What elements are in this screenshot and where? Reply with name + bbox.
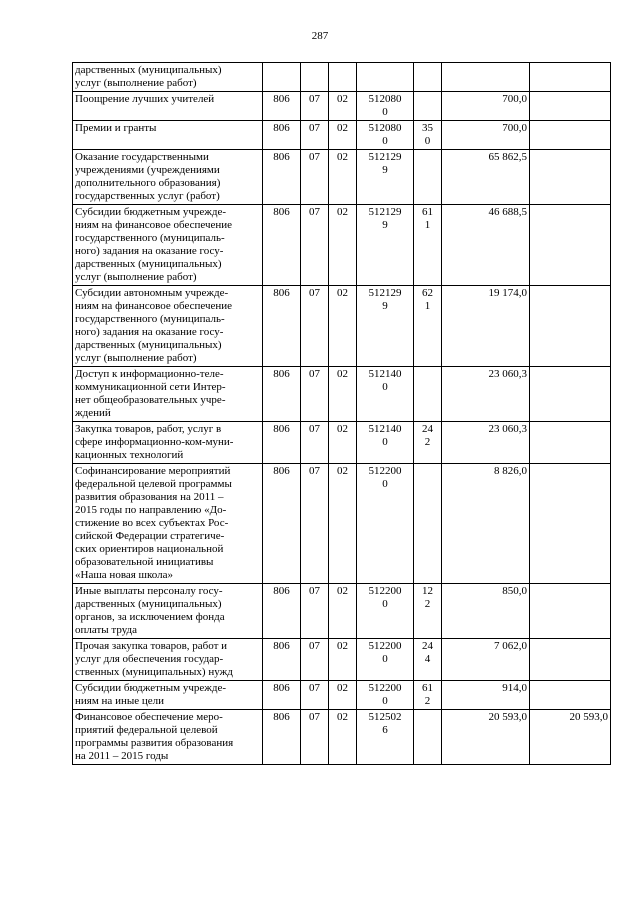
expense-type-code-line: 12 <box>422 585 433 597</box>
amount-federal <box>530 63 611 92</box>
amount-federal <box>530 464 611 584</box>
item-name-line: дарственных (муниципальных) <box>75 258 222 270</box>
item-name-line: государственного (муниципаль- <box>75 313 225 325</box>
table-row <box>73 639 611 681</box>
item-name-line: органов, за исключением фонда <box>75 611 225 623</box>
expense-type-code <box>414 205 442 286</box>
item-name <box>73 639 263 681</box>
target-article-code <box>357 584 414 639</box>
item-name-line: государственных услуг (работ) <box>75 190 220 202</box>
target-article-code-line: 9 <box>382 219 388 231</box>
item-name-line: Оказание государственными <box>75 151 209 163</box>
department-code: 806 <box>263 710 301 765</box>
table-row <box>73 584 611 639</box>
expense-type-code <box>414 367 442 422</box>
expense-type-code <box>414 121 442 150</box>
item-name-line: Прочая закупка товаров, работ и <box>75 640 228 652</box>
table-row <box>73 205 611 286</box>
section-code: 07 <box>301 150 329 205</box>
expense-type-code-line: 62 <box>422 287 433 299</box>
item-name-line: дарственных (муниципальных) <box>75 598 222 610</box>
table-row <box>73 681 611 710</box>
item-name-line: Премии и гранты <box>75 122 157 134</box>
amount-total: 65 862,5 <box>442 150 530 205</box>
amount-total: 19 174,0 <box>442 286 530 367</box>
item-name <box>73 92 263 121</box>
target-article-code <box>357 639 414 681</box>
department-code: 806 <box>263 639 301 681</box>
target-article-code <box>357 205 414 286</box>
amount-total: 20 593,0 <box>442 710 530 765</box>
expense-type-code <box>414 710 442 765</box>
target-article-code <box>357 286 414 367</box>
subsection-code: 02 <box>329 584 357 639</box>
target-article-code-line: 6 <box>382 724 388 736</box>
item-name-line: ниям на финансовое обеспечение <box>75 300 233 312</box>
item-name-line: федеральной целевой программы <box>75 478 232 490</box>
subsection-code: 02 <box>329 121 357 150</box>
section-code: 07 <box>301 639 329 681</box>
expense-type-code <box>414 63 442 92</box>
target-article-code <box>357 710 414 765</box>
department-code: 806 <box>263 92 301 121</box>
target-article-code-line: 512080 <box>368 122 402 134</box>
item-name-line: на 2011 – 2015 годы <box>75 750 169 762</box>
table-row <box>73 92 611 121</box>
target-article-code-line: 0 <box>382 106 388 118</box>
table-row <box>73 286 611 367</box>
target-article-code <box>357 422 414 464</box>
section-code: 07 <box>301 121 329 150</box>
amount-total: 700,0 <box>442 92 530 121</box>
expense-type-code-line: 1 <box>424 300 431 312</box>
target-article-code-line: 0 <box>382 695 388 707</box>
table-row <box>73 710 611 765</box>
expense-type-code-line: 4 <box>424 653 431 665</box>
item-name-line: дополнительного образования) <box>75 177 221 189</box>
expense-type-code-line: 35 <box>422 122 433 134</box>
section-code: 07 <box>301 422 329 464</box>
department-code: 806 <box>263 367 301 422</box>
amount-total: 7 062,0 <box>442 639 530 681</box>
target-article-code-line: 0 <box>382 598 388 610</box>
amount-federal <box>530 639 611 681</box>
expense-type-code-line: 2 <box>424 436 431 448</box>
item-name-line: сийской Федерации стратегиче- <box>75 530 225 542</box>
target-article-code <box>357 367 414 422</box>
expense-type-code <box>414 286 442 367</box>
expense-type-code <box>414 639 442 681</box>
target-article-code-line: 512080 <box>368 93 402 105</box>
item-name-line: Закупка товаров, работ, услуг в <box>75 423 222 435</box>
item-name-line: услуг (выполнение работ) <box>75 77 197 89</box>
expense-type-code-line: 24 <box>422 423 433 435</box>
item-name-line: Поощрение лучших учителей <box>75 93 215 105</box>
department-code: 806 <box>263 150 301 205</box>
target-article-code-line: 9 <box>382 300 388 312</box>
item-name-line: Финансовое обеспечение меро- <box>75 711 223 723</box>
item-name-line: образовательной инициативы <box>75 556 214 568</box>
amount-federal <box>530 205 611 286</box>
item-name <box>73 205 263 286</box>
item-name-line: «Наша новая школа» <box>75 569 174 581</box>
expense-type-code <box>414 150 442 205</box>
expense-type-code-line: 2 <box>424 598 431 610</box>
item-name-line: коммуникационной сети Интер- <box>75 381 226 393</box>
subsection-code: 02 <box>329 710 357 765</box>
item-name-line: Субсидии бюджетным учрежде- <box>75 206 227 218</box>
target-article-code-line: 0 <box>382 436 388 448</box>
table-row <box>73 63 611 92</box>
expense-type-code <box>414 422 442 464</box>
section-code <box>301 63 329 92</box>
amount-total: 850,0 <box>442 584 530 639</box>
item-name <box>73 367 263 422</box>
item-name-line: Иные выплаты персоналу госу- <box>75 585 223 597</box>
amount-federal <box>530 681 611 710</box>
subsection-code <box>329 63 357 92</box>
subsection-code: 02 <box>329 681 357 710</box>
page-number: 287 <box>311 30 329 42</box>
amount-federal <box>530 422 611 464</box>
expense-type-code-line: 61 <box>422 206 433 218</box>
target-article-code-line: 512140 <box>368 423 402 435</box>
section-code: 07 <box>301 205 329 286</box>
expense-type-code-line: 24 <box>422 640 433 652</box>
expense-type-code <box>414 681 442 710</box>
item-name-line: ниям на финансовое обеспечение <box>75 219 233 231</box>
item-name-line: ских ориентиров национальной <box>75 543 224 555</box>
target-article-code-line: 512129 <box>368 206 402 218</box>
department-code: 806 <box>263 205 301 286</box>
subsection-code: 02 <box>329 422 357 464</box>
target-article-code-line: 512140 <box>368 368 402 380</box>
item-name-line: нет общеобразовательных учре- <box>75 394 226 406</box>
item-name-line: услуг для обеспечения государ- <box>75 653 224 665</box>
amount-federal <box>530 121 611 150</box>
item-name <box>73 681 263 710</box>
item-name <box>73 422 263 464</box>
amount-total <box>442 63 530 92</box>
department-code: 806 <box>263 286 301 367</box>
item-name-line: услуг (выполнение работ) <box>75 271 197 283</box>
expense-type-code-line: 2 <box>424 695 431 707</box>
subsection-code: 02 <box>329 367 357 422</box>
subsection-code: 02 <box>329 464 357 584</box>
item-name-line: ниям на иные цели <box>75 695 165 707</box>
item-name-line: дарственных (муниципальных) <box>75 339 222 351</box>
subsection-code: 02 <box>329 205 357 286</box>
item-name-line: программы развития образования <box>75 737 234 749</box>
expense-type-code <box>414 92 442 121</box>
item-name-line: стижение во всех субъектах Рос- <box>75 517 229 529</box>
item-name-line: дарственных (муниципальных) <box>75 64 222 76</box>
section-code: 07 <box>301 367 329 422</box>
item-name-line: услуг (выполнение работ) <box>75 352 197 364</box>
item-name-line: развития образования на 2011 – <box>75 491 224 503</box>
expense-type-code <box>414 584 442 639</box>
item-name-line: ждений <box>75 407 111 419</box>
target-article-code-line: 0 <box>382 478 388 490</box>
department-code: 806 <box>263 121 301 150</box>
amount-federal <box>530 150 611 205</box>
department-code: 806 <box>263 422 301 464</box>
expense-type-code-line: 61 <box>422 682 433 694</box>
amount-total: 700,0 <box>442 121 530 150</box>
item-name-line: Доступ к информационно-теле- <box>75 368 224 380</box>
target-article-code <box>357 681 414 710</box>
section-code: 07 <box>301 681 329 710</box>
amount-total: 23 060,3 <box>442 422 530 464</box>
target-article-code-line: 512200 <box>368 682 402 694</box>
target-article-code-line: 512129 <box>368 151 402 163</box>
section-code: 07 <box>301 584 329 639</box>
expense-type-code-line: 0 <box>424 135 431 147</box>
target-article-code-line: 0 <box>382 381 388 393</box>
table-row <box>73 121 611 150</box>
subsection-code: 02 <box>329 150 357 205</box>
item-name <box>73 121 263 150</box>
section-code: 07 <box>301 92 329 121</box>
amount-federal <box>530 92 611 121</box>
amount-total: 23 060,3 <box>442 367 530 422</box>
section-code: 07 <box>301 286 329 367</box>
item-name <box>73 710 263 765</box>
target-article-code-line: 512200 <box>368 465 402 477</box>
amount-federal <box>530 367 611 422</box>
target-article-code-line: 512129 <box>368 287 402 299</box>
item-name-line: сфере информационно-ком-муни- <box>75 436 234 448</box>
table-row <box>73 464 611 584</box>
target-article-code <box>357 92 414 121</box>
department-code: 806 <box>263 584 301 639</box>
table-row <box>73 150 611 205</box>
section-code: 07 <box>301 464 329 584</box>
target-article-code <box>357 63 414 92</box>
item-name-line: Субсидии бюджетным учрежде- <box>75 682 227 694</box>
amount-federal <box>530 286 611 367</box>
item-name-line: ного) задания на оказание госу- <box>75 245 224 257</box>
subsection-code: 02 <box>329 92 357 121</box>
item-name-line: кационных технологий <box>75 449 184 461</box>
item-name-line: 2015 годы по направлению «До- <box>75 504 227 516</box>
subsection-code: 02 <box>329 639 357 681</box>
target-article-code <box>357 150 414 205</box>
department-code: 806 <box>263 464 301 584</box>
amount-federal <box>530 584 611 639</box>
target-article-code-line: 9 <box>382 164 388 176</box>
expense-type-code <box>414 464 442 584</box>
department-code: 806 <box>263 681 301 710</box>
expense-type-code-line: 1 <box>424 219 431 231</box>
item-name <box>73 286 263 367</box>
item-name-line: учреждениями (учреждениями <box>75 164 220 176</box>
target-article-code-line: 512200 <box>368 640 402 652</box>
item-name <box>73 63 263 92</box>
amount-total: 8 826,0 <box>442 464 530 584</box>
item-name <box>73 584 263 639</box>
subsection-code: 02 <box>329 286 357 367</box>
item-name-line: приятий федеральной целевой <box>75 724 218 736</box>
target-article-code-line: 512200 <box>368 585 402 597</box>
amount-total: 46 688,5 <box>442 205 530 286</box>
item-name-line: ственных (муниципальных) нужд <box>75 666 233 678</box>
item-name-line: Софинансирование мероприятий <box>75 465 231 477</box>
item-name-line: ного) задания на оказание госу- <box>75 326 224 338</box>
budget-table <box>72 62 611 765</box>
table-row <box>73 422 611 464</box>
amount-federal: 20 593,0 <box>530 710 611 765</box>
section-code: 07 <box>301 710 329 765</box>
item-name-line: оплаты труда <box>75 624 138 636</box>
target-article-code-line: 0 <box>382 135 388 147</box>
item-name-line: государственного (муниципаль- <box>75 232 225 244</box>
item-name <box>73 150 263 205</box>
target-article-code <box>357 121 414 150</box>
amount-total: 914,0 <box>442 681 530 710</box>
target-article-code-line: 0 <box>382 653 388 665</box>
target-article-code-line: 512502 <box>368 711 402 723</box>
item-name <box>73 464 263 584</box>
target-article-code <box>357 464 414 584</box>
item-name-line: Субсидии автономным учрежде- <box>75 287 229 299</box>
department-code <box>263 63 301 92</box>
table-row <box>73 367 611 422</box>
